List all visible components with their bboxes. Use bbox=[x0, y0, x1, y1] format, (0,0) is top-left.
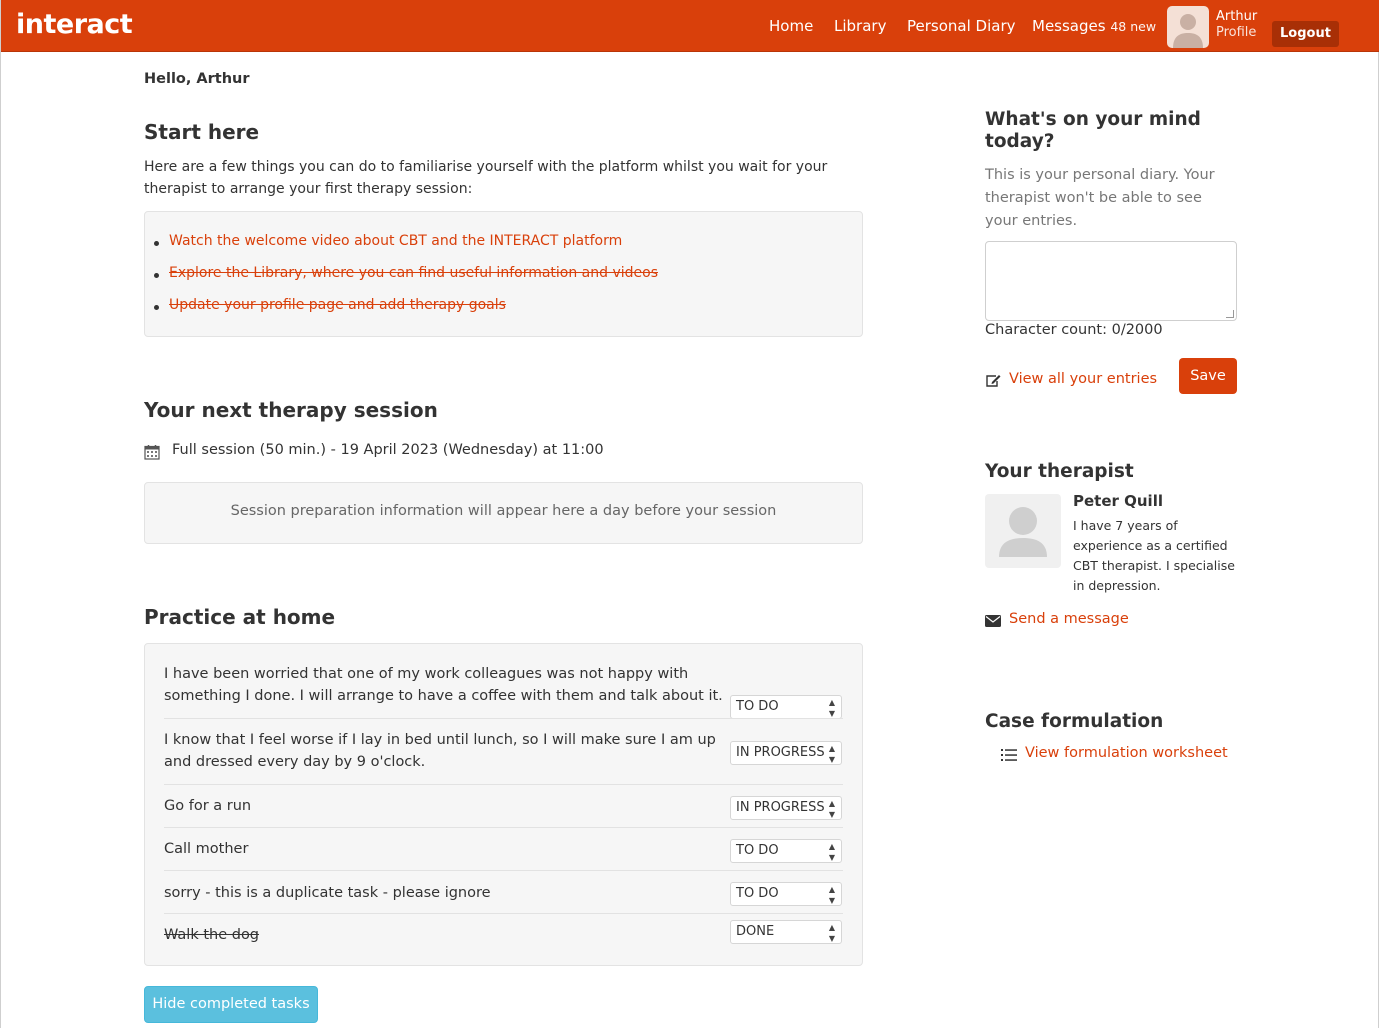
task-status-select[interactable] bbox=[730, 839, 842, 863]
nav-messages-label: Messages bbox=[1032, 17, 1106, 35]
nav-profile[interactable] bbox=[1216, 9, 1257, 41]
next-session-title: Your next therapy session bbox=[144, 398, 438, 422]
diary-textarea[interactable] bbox=[985, 241, 1237, 321]
resize-handle-icon[interactable] bbox=[1226, 310, 1234, 318]
session-prep-panel bbox=[144, 482, 863, 544]
nav-messages[interactable] bbox=[1032, 17, 1156, 35]
user-avatar[interactable] bbox=[1167, 6, 1209, 48]
task-status-value: TO DO bbox=[736, 886, 779, 901]
task-text: Walk the dog bbox=[164, 927, 260, 943]
nav-home[interactable]: Home bbox=[769, 17, 814, 35]
therapist-avatar bbox=[985, 494, 1061, 568]
task-status-select[interactable] bbox=[730, 695, 842, 719]
task-status-select[interactable] bbox=[730, 882, 842, 906]
select-arrows-icon: ▲ ▼ bbox=[828, 744, 835, 764]
checklist-item[interactable] bbox=[169, 297, 506, 313]
nav-profile-label: Profile bbox=[1216, 25, 1257, 40]
task-divider bbox=[164, 827, 843, 828]
start-here-intro: Here are a few things you can do to familiarise yourself with the platform whilst you wait for your therapist to arrange your first therapy session: bbox=[144, 159, 828, 197]
practice-title: Practice at home bbox=[144, 605, 336, 629]
task-status-value: IN PROGRESS bbox=[736, 745, 825, 760]
logout-button[interactable]: Logout bbox=[1272, 21, 1339, 47]
task-status-value: DONE bbox=[736, 924, 775, 939]
select-arrows-icon: ▲ ▼ bbox=[828, 698, 835, 718]
calendar-icon bbox=[144, 444, 160, 460]
top-navbar bbox=[1, 0, 1379, 52]
list-icon bbox=[1001, 748, 1017, 762]
view-entries-label: View all your entries bbox=[1009, 371, 1158, 387]
session-prep-text: Session preparation information will appear here a day before your session bbox=[230, 503, 777, 519]
task-divider bbox=[164, 784, 843, 785]
save-diary-button[interactable]: Save bbox=[1179, 358, 1237, 394]
diary-title: What's on your mind today? bbox=[985, 109, 1201, 152]
nav-personal-diary[interactable]: Personal Diary bbox=[907, 17, 1016, 35]
task-status-value: IN PROGRESS bbox=[736, 800, 825, 815]
task-text: I have been worried that one of my work colleagues was not happy with something I done. I will arrange to have a coffee with them and talk about it. bbox=[164, 666, 723, 704]
checklist-item[interactable] bbox=[169, 233, 622, 249]
diary-description: This is your personal diary. Your therapist won't be able to see your entries. bbox=[985, 167, 1215, 229]
task-text: Call mother bbox=[164, 841, 249, 857]
therapist-name: Peter Quill bbox=[1073, 492, 1163, 510]
update-profile-link[interactable]: Update your profile page and add therapy goals bbox=[169, 297, 506, 313]
edit-icon bbox=[985, 374, 1001, 388]
formulation-worksheet-label: View formulation worksheet bbox=[1025, 745, 1228, 761]
character-count: Character count: 0/2000 bbox=[985, 322, 1163, 338]
task-status-value: TO DO bbox=[736, 843, 779, 858]
user-avatar-icon bbox=[1167, 6, 1209, 48]
therapist-bio: I have 7 years of experience as a certified CBT therapist. I specialise in depression. bbox=[1073, 518, 1235, 593]
greeting: Hello, Arthur bbox=[144, 71, 250, 87]
therapist-title: Your therapist bbox=[985, 461, 1134, 482]
explore-library-link[interactable]: Explore the Library, where you can find useful information and videos bbox=[169, 265, 659, 281]
task-divider bbox=[164, 718, 843, 719]
task-divider bbox=[164, 913, 843, 914]
task-status-select[interactable] bbox=[730, 741, 842, 765]
welcome-video-link[interactable]: Watch the welcome video about CBT and the INTERACT platform bbox=[169, 233, 623, 249]
brand-logo[interactable]: interact bbox=[16, 9, 133, 40]
select-arrows-icon: ▲ ▼ bbox=[828, 923, 835, 943]
task-text: I know that I feel worse if I lay in bed until lunch, so I will make sure I am up and dressed every day by 9 o'clock. bbox=[164, 732, 716, 770]
send-message-label: Send a message bbox=[1009, 611, 1129, 627]
hide-completed-tasks-button[interactable]: Hide completed tasks bbox=[144, 986, 318, 1023]
task-status-value: TO DO bbox=[736, 699, 779, 714]
start-here-title: Start here bbox=[144, 120, 260, 144]
task-divider bbox=[164, 870, 843, 871]
select-arrows-icon: ▲ ▼ bbox=[828, 842, 835, 862]
task-status-select[interactable] bbox=[730, 920, 842, 944]
case-formulation-title: Case formulation bbox=[985, 711, 1164, 732]
person-placeholder-icon bbox=[985, 494, 1061, 568]
task-status-select[interactable] bbox=[730, 796, 842, 820]
checklist-item[interactable] bbox=[169, 265, 658, 281]
task-list bbox=[144, 643, 863, 966]
nav-library[interactable]: Library bbox=[834, 17, 887, 35]
envelope-icon bbox=[985, 615, 1001, 627]
nav-user-name: Arthur bbox=[1216, 9, 1258, 24]
select-arrows-icon: ▲ ▼ bbox=[828, 799, 835, 819]
session-datetime: Full session (50 min.) - 19 April 2023 (Wednesday) at 11:00 bbox=[172, 442, 604, 458]
task-text: sorry - this is a duplicate task - please ignore bbox=[164, 885, 491, 901]
select-arrows-icon: ▲ ▼ bbox=[828, 885, 835, 905]
task-text: Go for a run bbox=[164, 798, 252, 814]
start-here-checklist bbox=[144, 211, 863, 337]
messages-count-badge: 48 new bbox=[1110, 19, 1157, 34]
